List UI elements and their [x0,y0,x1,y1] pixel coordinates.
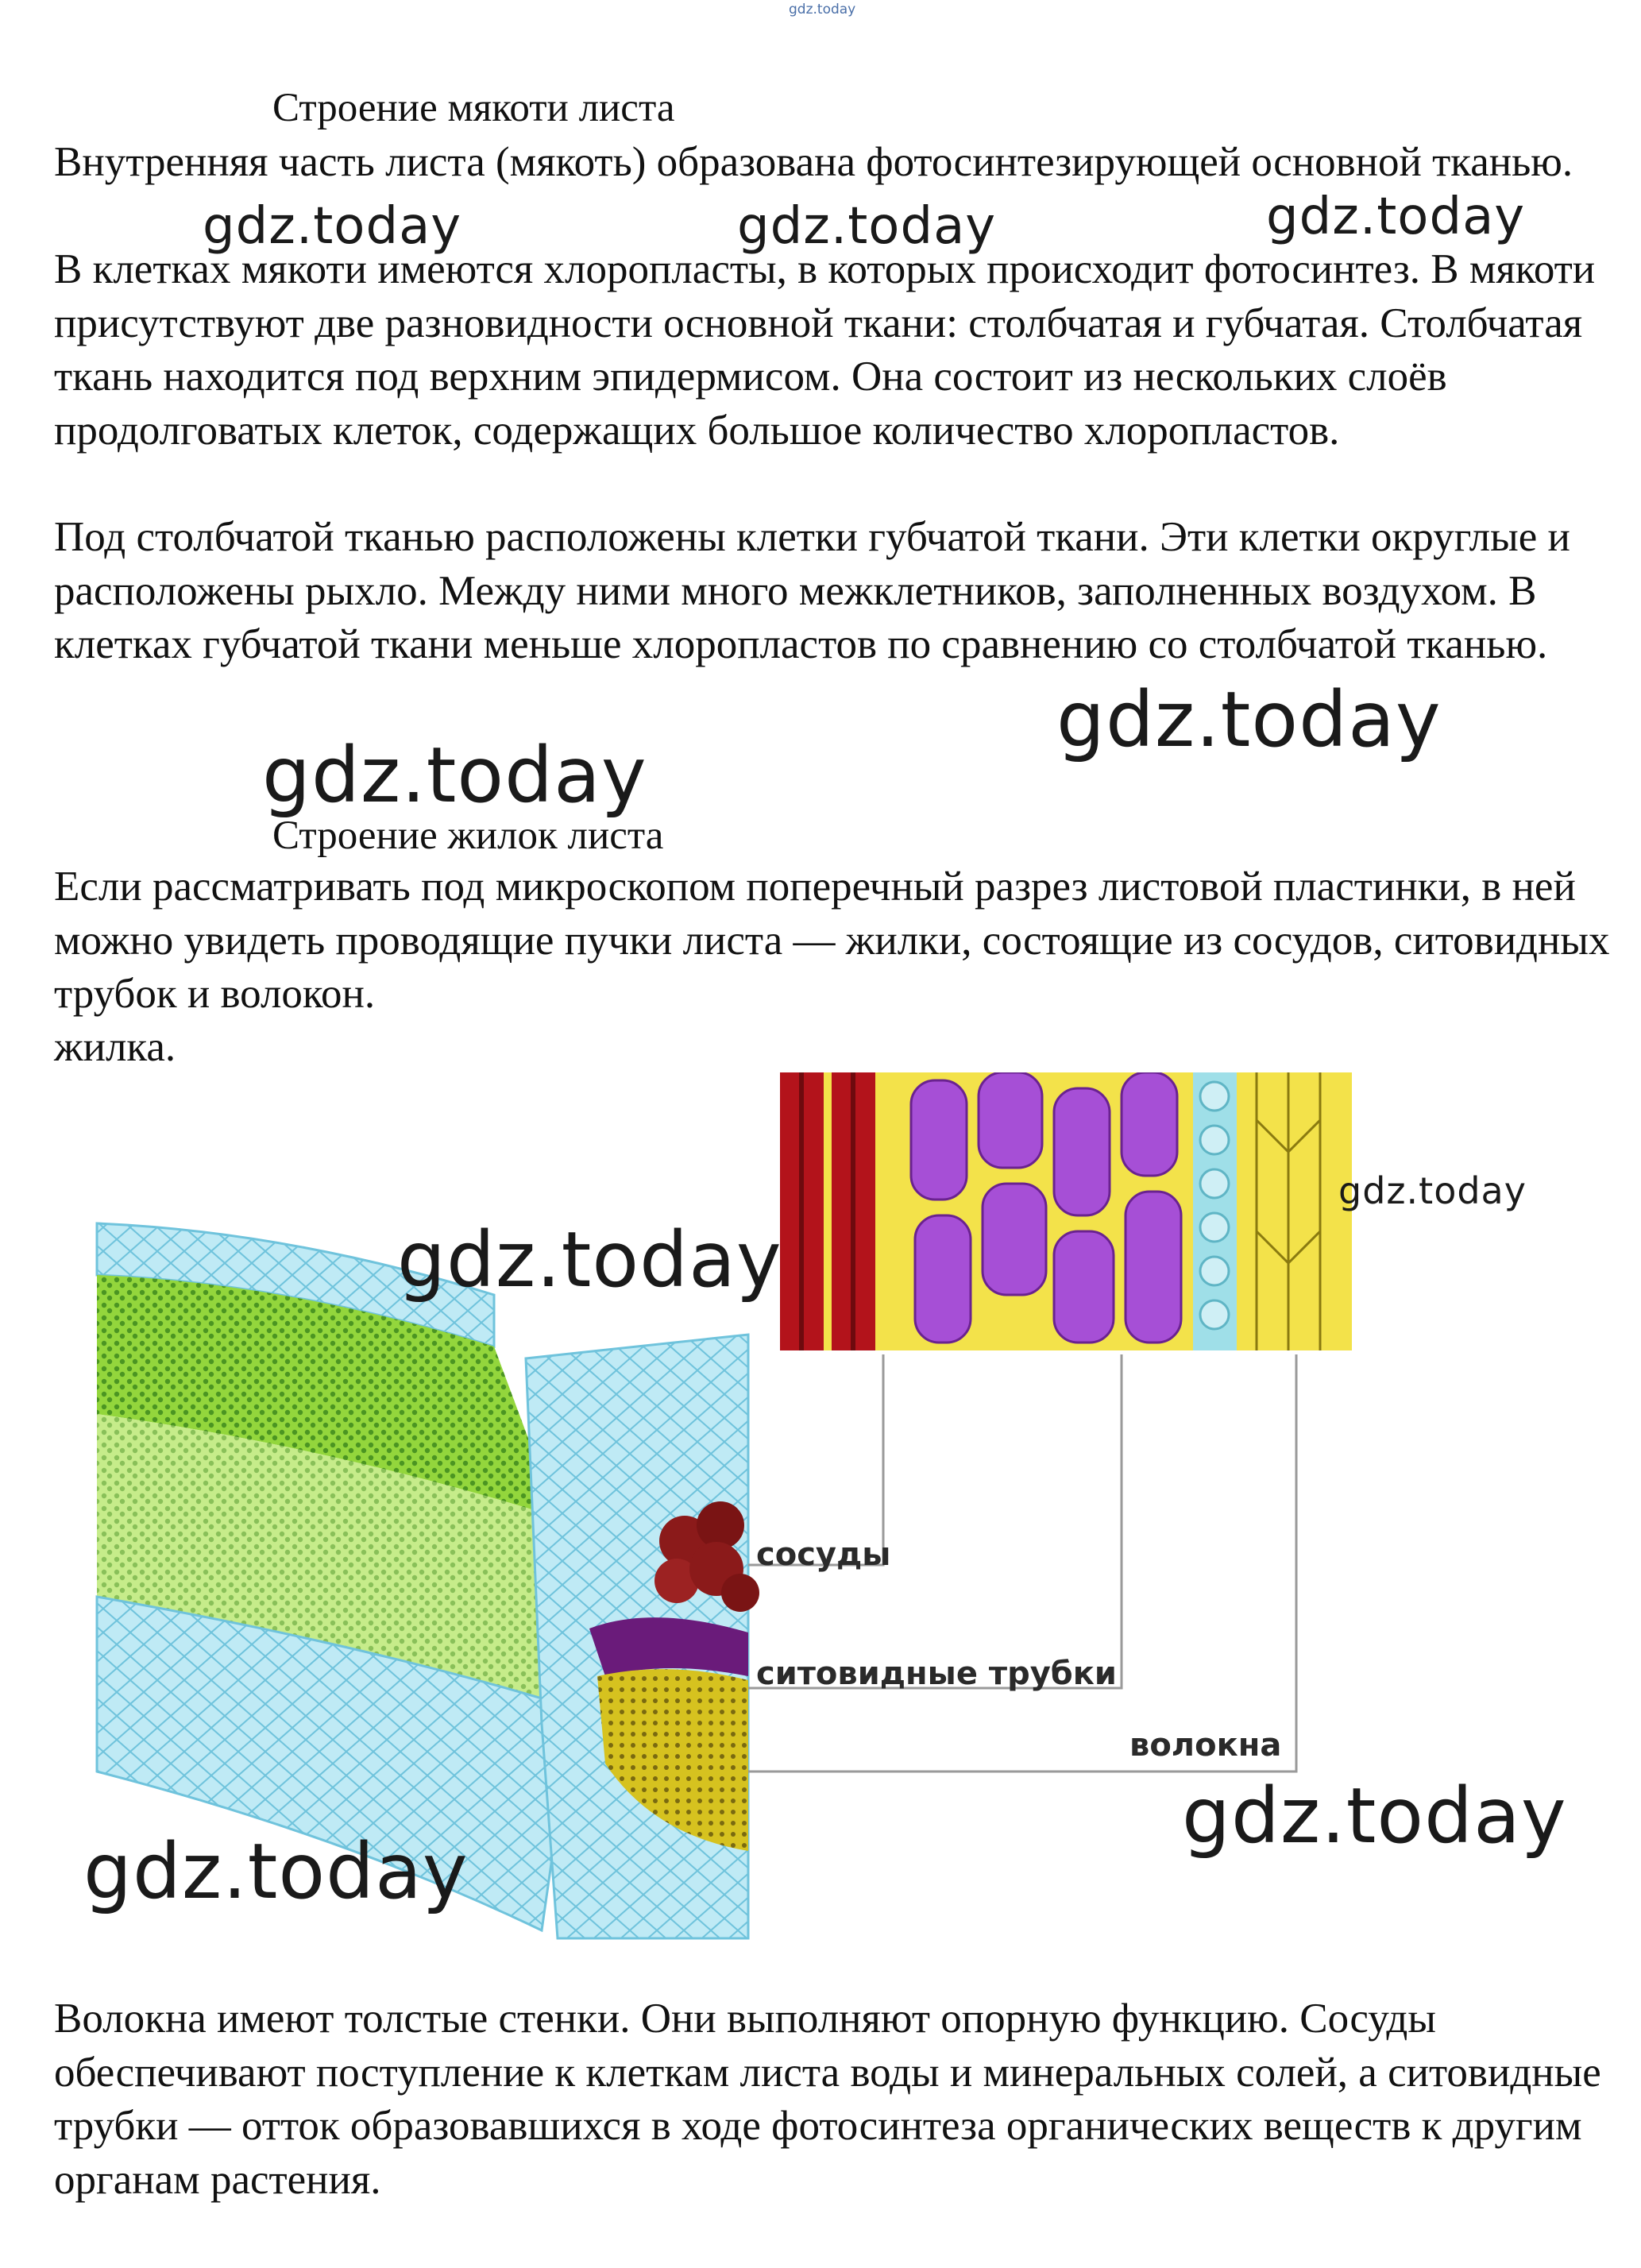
label-fibers: волокна [1129,1727,1282,1764]
watermark: gdz.today [262,731,647,820]
section2-title: Строение жилок листа [272,813,664,858]
watermark: gdz.today [1056,675,1442,764]
watermark: gdz.today [1338,1169,1527,1212]
label-vessels: сосуды [756,1536,891,1573]
section1-paragraph-3: Под столбчатой тканью расположены клетки губчатой ткани. Эти клетки округлые и расположены рыхло. Между ними много межклетников, заполненных воздухом. В клетках губчатой ткани меньше хлоропластов по сравнению со столбчатой тканью. [54,514,1570,667]
section1-paragraph-2: В клетках мякоти имеются хлоропласты, в которых происходит фотосинтез. В мякоти присутствуют две разновидности основной ткани: столбчатая и губчатая. Столбчатая ткань находится под верхним эпидермисом. Она состоит из нескольких слоёв продолговатых клеток, содержащих большое количество хлоропластов. [54,246,1596,454]
enlarged-tissue-panel [780,1072,1352,1350]
section3-paragraph-1: Волокна имеют толстые стенки. Они выполняют опорную функцию. Сосуды обеспечивают поступление к клеткам листа воды и минеральных солей, а ситовидные трубки — отток образовавшихся в ходе фотосинтеза органических веществ к другим органам растения. [54,1996,1601,2203]
watermark: gdz.today [203,197,462,256]
watermark: gdz.today [397,1215,782,1304]
section2-caption: жилка. [54,1024,176,1070]
label-sieve-tubes: ситовидные трубки [756,1656,1117,1692]
section1-paragraph-1: Внутренняя часть листа (мякоть) образована фотосинтезирующей основной тканью. [54,139,1573,185]
site-mark: gdz.today [789,2,856,17]
watermark: gdz.today [737,197,997,256]
sieve-tubes-band [589,1617,748,1676]
watermark: gdz.today [83,1827,469,1916]
watermark: gdz.today [1182,1772,1567,1860]
section2-paragraph-1: Если рассматривать под микроскопом поперечный разрез листовой пластинки, в ней можно увидеть проводящие пучки листа — жилки, состоящие из сосудов, ситовидных трубок и волокон. [54,864,1610,1017]
section1-title: Строение мякоти листа [272,86,675,130]
watermark: gdz.today [1266,187,1526,246]
